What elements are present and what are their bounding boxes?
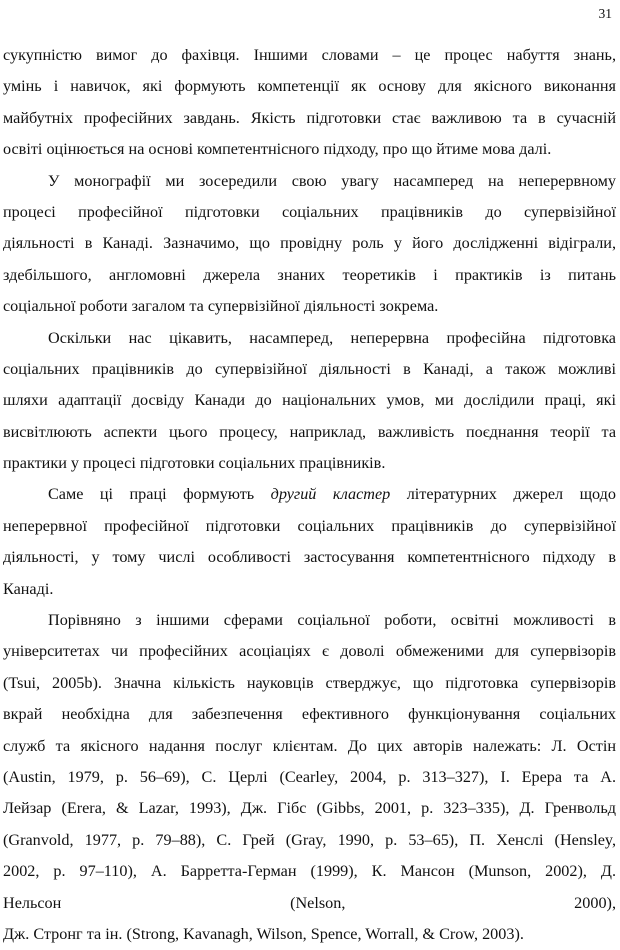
text-line: (Granvold, 1977, p. 79–88), С. Грей (Gray, 1990, p. 53–65), П. Хенслі (Hensley,: [3, 830, 616, 849]
text-line: сукупністю вимог до фахівця. Іншими словами – це процес набуття знань,: [3, 46, 616, 64]
text-line: 2002, p. 97–110), А. Барретта-Герман (1999), К. Мансон (Munson, 2002), Д.: [3, 862, 616, 881]
text-line: здебільшого, англомовні джерела знаних теоретиків і практиків із питань: [3, 265, 616, 284]
text-line: соціальних працівників до супервізійної діяльності в Канаді, а також можливі: [3, 359, 616, 378]
text-line: (Austin, 1979, p. 56–69), С. Церлі (Cearley, 2004, p. 313–327), І. Ерера та А.: [3, 767, 616, 786]
text-line: Порівняно з іншими сферами соціальної роботи, освітні можливості в: [48, 611, 616, 630]
text-line: [3, 479, 616, 510]
body-text: [3, 40, 616, 950]
text-line: освіті оцінюється на основі компетентнісного підходу, про що йтиме мова далі.: [3, 140, 552, 159]
text-line: шляхи адаптації досвіду Канади до національних умов, ми дослідили праці, які: [3, 391, 616, 410]
text-line: служб та якісного надання послуг клієнтам. До цих авторів належать: Л. Остін: [3, 736, 616, 755]
text-line: діяльності, у тому числі особливості застосування компетентнісного підходу в: [3, 548, 616, 567]
text-line: практики у процесі підготовки соціальних працівників.: [3, 454, 386, 473]
text-line: Оскільки нас цікавить, насамперед, неперервна професійна підготовка: [48, 328, 616, 347]
text-line: майбутніх професійних завдань. Якість підготовки стає важливою та в сучасній: [3, 108, 616, 127]
text-line: У монографії ми зосередили свою увагу насамперед на неперервному: [48, 171, 616, 190]
text-line: Лейзар (Erera, & Lazar, 1993), Дж. Гібс (Gibbs, 2001, p. 323–335), Д. Гренвольд: [3, 799, 616, 818]
text-line: вкрай необхідна для забезпечення ефективного функціонування соціальних: [3, 705, 616, 724]
text-line: неперервної професійної підготовки соціальних працівників до супервізійної: [3, 516, 616, 535]
text-segment: літературних джерел щодо: [390, 485, 616, 504]
text-line: висвітлюють аспекти цього процесу, наприклад, важливість поєднання теорії та: [3, 422, 616, 441]
text-line: університетах чи професійних асоціаціях є доволі обмеженими для супервізорів: [3, 642, 616, 661]
text-segment: Саме ці праці формують: [48, 485, 271, 504]
text-line: процесі професійної підготовки соціальних працівників до супервізійної: [3, 202, 616, 221]
text-line: (Tsui, 2005b). Значна кількість науковців стверджує, що підготовка супервізорів: [3, 673, 616, 692]
italic-term: другий кластер: [270, 485, 391, 504]
text-line: діяльності в Канаді. Зазначимо, що провідну роль у його дослідженні відіграли,: [3, 234, 616, 253]
text-line: Дж. Стронг та ін. (Strong, Kavanagh, Wilson, Spence, Worrall, & Crow, 2003).: [3, 924, 524, 943]
text-line: соціальної роботи загалом та супервізійної діяльності зокрема.: [3, 297, 439, 316]
text-line: Нельсон (Nelson, 2000),: [3, 893, 616, 912]
text-line: Канаді.: [3, 579, 54, 598]
text-line: умінь і навичок, які формують компетенції як основу для якісного виконання: [3, 77, 616, 96]
page-number: 31: [598, 6, 612, 21]
